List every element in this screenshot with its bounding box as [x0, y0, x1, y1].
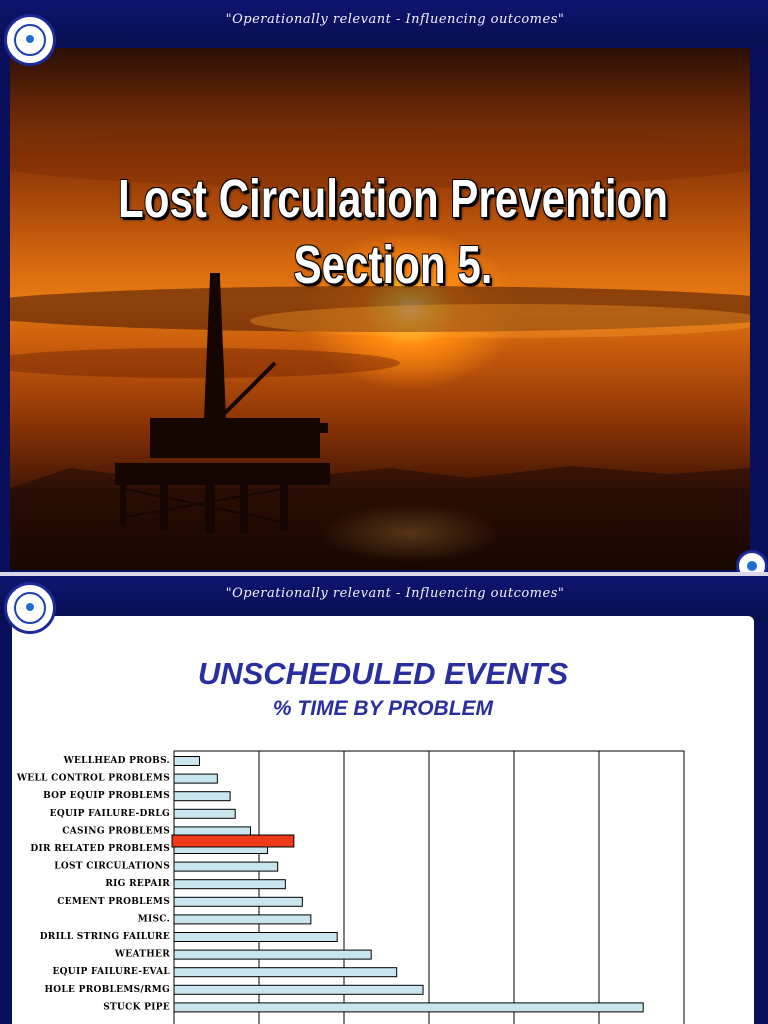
chart-subtitle: % TIME BY PROBLEM: [272, 697, 494, 720]
chart-title: UNSCHEDULED EVENTS: [197, 656, 569, 691]
company-logo-small: [736, 550, 768, 574]
highlight-bar: [172, 835, 294, 847]
category-label: WELL CONTROL PROBLEMS: [16, 773, 170, 784]
bar: [174, 1003, 643, 1012]
bar: [174, 757, 200, 766]
category-label: LOST CIRCULATIONS: [54, 861, 170, 872]
slide-title-line-1: Lost Circulation Prevention: [118, 169, 668, 229]
oil-rig-silhouette: [10, 48, 750, 570]
header-strip: [0, 0, 768, 46]
category-label: CEMENT PROBLEMS: [57, 896, 170, 907]
category-label: WELLHEAD PROBS.: [63, 756, 170, 766]
bar: [174, 985, 423, 994]
slide-title-line-2: Section 5.: [293, 235, 493, 295]
category-label: EQUIP FAILURE-DRLG: [49, 808, 170, 819]
sunset-rig-photo: [10, 48, 750, 570]
tagline: "Operationally relevant - Influencing outcomes": [225, 12, 565, 27]
bar: [174, 897, 302, 906]
category-label: STUCK PIPE: [103, 1002, 170, 1013]
bar-chart: [12, 616, 754, 1024]
bar: [174, 933, 337, 942]
bar: [174, 809, 235, 818]
chart-slide: [0, 576, 768, 1024]
bar: [174, 774, 217, 783]
bar: [174, 862, 278, 871]
company-logo: [4, 582, 56, 634]
category-label: CASING PROBLEMS: [62, 826, 170, 837]
category-label: MISC.: [137, 914, 170, 925]
category-label: BOP EQUIP PROBLEMS: [43, 791, 170, 802]
category-label: DRILL STRING FAILURE: [39, 932, 170, 942]
category-label: HOLE PROBLEMS/RMG: [44, 984, 170, 995]
bar: [174, 880, 285, 889]
company-logo: [4, 14, 56, 66]
bar: [174, 792, 230, 801]
chart-panel: [12, 616, 754, 1024]
bar: [174, 950, 371, 959]
category-label: DIR RELATED PROBLEMS: [30, 844, 170, 854]
category-label: RIG REPAIR: [105, 879, 170, 890]
bar: [174, 915, 311, 924]
category-label: EQUIP FAILURE-EVAL: [52, 967, 170, 978]
bar: [174, 968, 397, 977]
category-label: WEATHER: [114, 949, 170, 960]
tagline: "Operationally relevant - Influencing outcomes": [225, 586, 565, 601]
